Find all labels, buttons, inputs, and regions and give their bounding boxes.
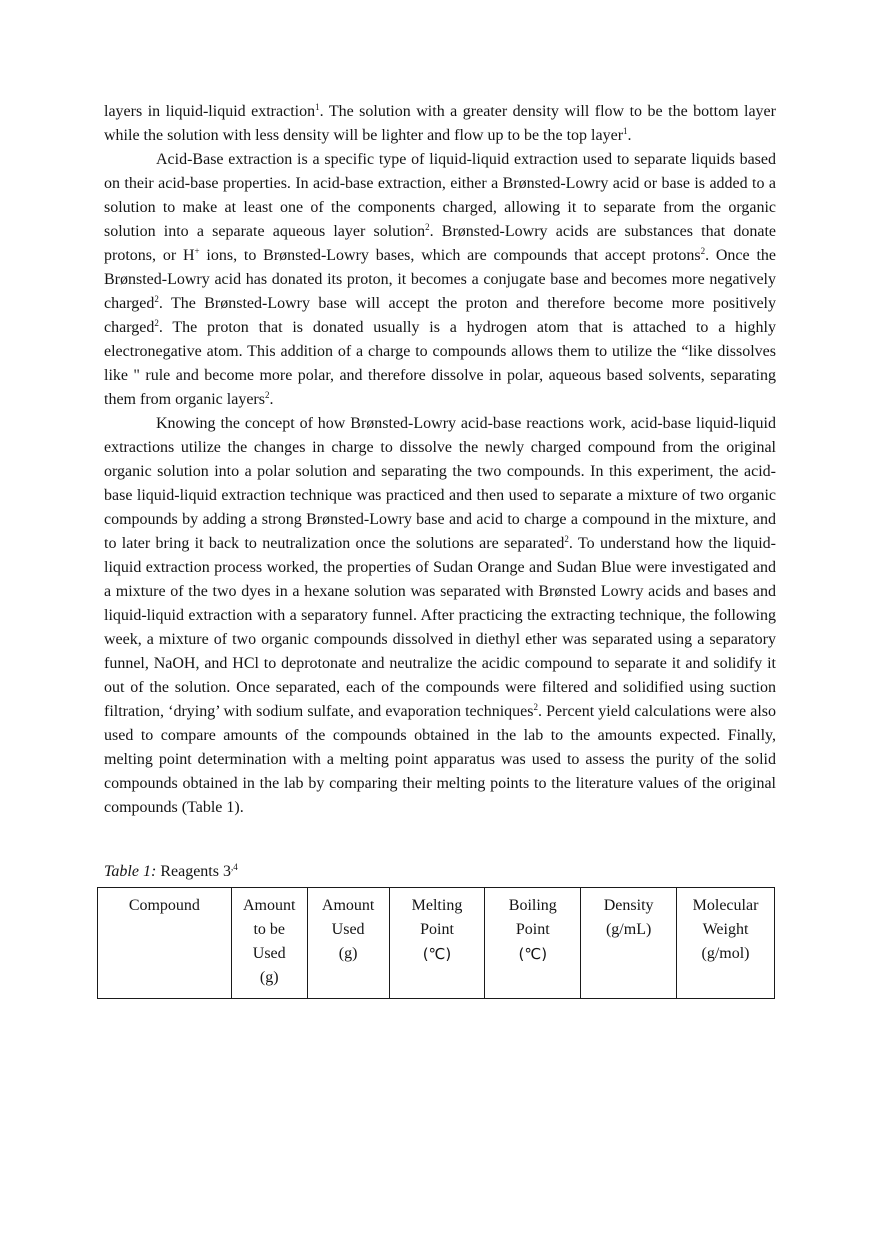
paragraph-text: . Brønsted-Lowry acids are substances that donate protons, or H xyxy=(104,223,776,264)
header-compound xyxy=(98,888,232,999)
citation-superscript: 2 xyxy=(154,318,159,328)
header-line: (g/mL) xyxy=(605,921,652,938)
citation-superscript: 2 xyxy=(564,534,569,544)
citation-superscript: 2 xyxy=(264,390,270,400)
paragraph-text: Knowing the concept of how Brønsted-Lowry acid-base reactions work, acid-base liquid-liquid extractions utilize the changes in charge to dissolve the newly charged compound from the original organic solution into a polar solution and separating the two compounds. In this experiment, the acid-base liquid-liquid extraction technique was practiced and then used to separate a mixture of two organic compounds by adding a strong Brønsted-Lowry base and acid to charge a compound in the mixture, and to later bring it back to neutralization once the solutions are separated xyxy=(104,415,776,552)
paragraph-text: . To understand how the liquid-liquid extraction process worked, the properties of Sudan Orange and Sudan Blue were investigated and a mixture of the two dyes in a hexane solution was separated with Brønsted Lowry acids and bases and liquid-liquid extraction with a separatory funnel. After practicing the extracting technique, the following week, a mixture of two organic compounds dissolved in diethyl ether was separated using a separatory funnel, NaOH, and HCl to deprotonate and neutralize the acidic compound to separate it and solidify it out of the solution. Once separated, each of the compounds were filtered and solidified using suction filtration, ‘drying’ with sodium sulfate, and evaporation techniques xyxy=(104,535,776,720)
header-line: Boiling xyxy=(508,897,557,914)
paragraph-text: ions, to Brønsted-Lowry bases, which are compounds that accept protons xyxy=(199,247,701,264)
citation-superscript: 2 xyxy=(700,246,706,256)
paragraph-text: . xyxy=(627,127,632,144)
header-line: Melting xyxy=(411,897,463,914)
header-line: Point xyxy=(515,921,550,938)
paragraph-text: . The Brønsted-Lowry base will accept the proton and therefore become more positively charged xyxy=(104,295,776,336)
header-line: to be xyxy=(253,921,285,938)
header-amount-used xyxy=(307,888,389,999)
paragraph-experiment-overview xyxy=(104,412,776,820)
table-caption-text: Reagents 3 xyxy=(156,863,231,880)
header-amount-to-be-used xyxy=(231,888,307,999)
header-line: (g) xyxy=(259,969,279,986)
header-molecular-weight xyxy=(677,888,775,999)
header-line: Amount xyxy=(242,897,296,914)
document-body xyxy=(104,100,776,820)
paragraph-acid-base-extraction xyxy=(104,148,776,412)
header-line: (g/mol) xyxy=(701,945,750,962)
header-line: (g) xyxy=(338,945,358,962)
header-boiling-point xyxy=(485,888,581,999)
header-line: Compound xyxy=(128,897,200,914)
reagents-table xyxy=(97,887,775,999)
header-line: Used xyxy=(252,945,286,962)
header-line: Density xyxy=(603,897,654,914)
paragraph-text: . The solution with a greater density will flow to be the bottom layer while the solution with less density will be lighter and flow up to be the top layer xyxy=(104,103,776,144)
citation-superscript: 2 xyxy=(425,222,430,232)
paragraph-liquid-layers xyxy=(104,100,776,148)
paragraph-text: Acid-Base extraction is a specific type of liquid-liquid extraction used to separate liquids based on their acid-base properties. In acid-base extraction, either a Brønsted-Lowry acid or base is added to a solution to make at least one of the components charged, allowing it to separate from the organic solution into a separate aqueous layer solution xyxy=(104,151,776,240)
citation-superscript: 2 xyxy=(533,702,539,712)
citation-superscript: + xyxy=(194,246,200,256)
table-header-row xyxy=(98,888,775,999)
header-density xyxy=(581,888,677,999)
citation-superscript: 1 xyxy=(315,102,320,112)
header-line: Molecular xyxy=(692,897,759,914)
citation-superscript: 2 xyxy=(154,294,159,304)
table-caption-references: ,4 xyxy=(230,862,238,872)
table-caption xyxy=(104,860,238,884)
paragraph-text: . xyxy=(269,391,274,408)
paragraph-text: . Once the Brønsted-Lowry acid has donated its proton, it becomes a conjugate base and becomes more negatively charged xyxy=(104,247,777,312)
header-line: Used xyxy=(331,921,365,938)
paragraph-text: . Percent yield calculations were also used to compare amounts of the compounds obtained in the lab to the amounts expected. Finally, melting point determination with a melting point apparatus was used to assess the purity of the solid compounds obtained in the lab by comparing their melting points to the literature values of the original compounds (Table 1). xyxy=(104,703,776,816)
header-melting-point xyxy=(389,888,485,999)
paragraph-text: . The proton that is donated usually is a hydrogen atom that is attached to a highly electronegative atom. This addition of a charge to compounds allows them to utilize the “like dissolves like " rule and become more polar, and therefore dissolve in polar, aqueous based solvents, separating them from organic layers xyxy=(104,319,776,408)
header-line: (℃) xyxy=(422,945,452,963)
table-caption-label: Table 1: xyxy=(104,863,157,880)
header-line: Point xyxy=(420,921,454,938)
header-line: Amount xyxy=(321,897,375,914)
citation-superscript: 1 xyxy=(623,126,628,136)
header-line: (℃) xyxy=(518,945,548,963)
paragraph-text: layers in liquid-liquid extraction xyxy=(104,103,316,120)
header-line: Weight xyxy=(702,921,749,938)
